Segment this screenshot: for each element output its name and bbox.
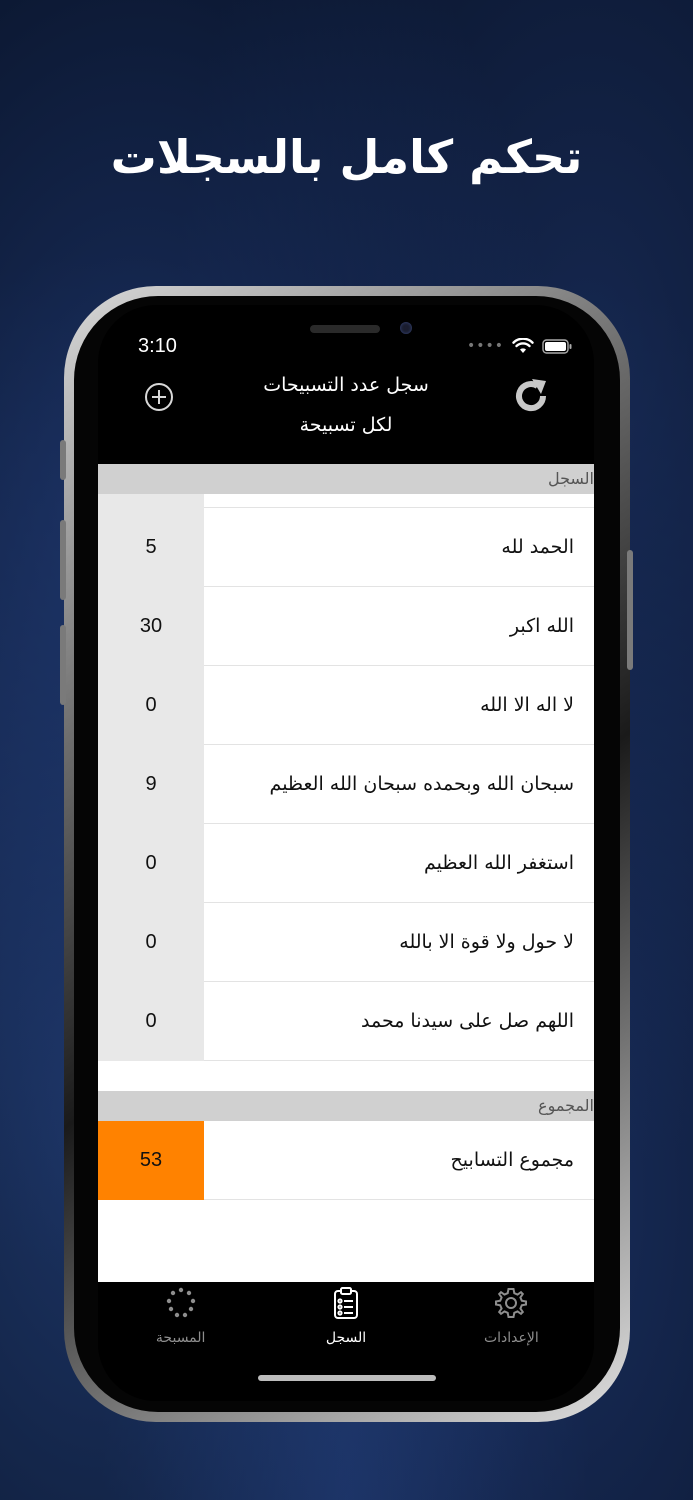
total-label: مجموع التسابيح <box>204 1121 594 1200</box>
tasbih-label: الله اكبر <box>204 587 594 666</box>
list-item[interactable] <box>98 587 594 666</box>
tab-counter-label: المسبحة <box>155 1330 206 1346</box>
total-count: 53 <box>98 1121 204 1200</box>
gear-icon <box>494 1286 528 1320</box>
tasbih-label: استغفر الله العظيم <box>204 824 594 903</box>
list-item[interactable] <box>98 745 594 824</box>
battery-icon <box>542 339 572 354</box>
section-header-total: المجموع <box>98 1091 594 1121</box>
tab-log-label: السجل <box>325 1330 367 1346</box>
tasbih-label: الحمد لله <box>204 508 594 587</box>
volume-down-button <box>60 625 66 705</box>
list-item[interactable] <box>98 982 594 1061</box>
list-item[interactable] <box>98 508 594 587</box>
list-top-spacer <box>98 494 594 508</box>
tasbih-count: 0 <box>98 982 204 1061</box>
clipboard-icon <box>329 1286 363 1320</box>
status-indicators <box>467 338 572 354</box>
list-item[interactable] <box>98 824 594 903</box>
earpiece-speaker <box>310 325 380 333</box>
tasbih-label: لا حول ولا قوة الا بالله <box>204 903 594 982</box>
tasbih-count: 30 <box>98 587 204 666</box>
log-rows <box>98 508 594 1061</box>
log-list <box>98 464 594 1282</box>
tasbih-count: 5 <box>98 508 204 587</box>
list-item[interactable] <box>98 666 594 745</box>
total-row <box>98 1121 594 1200</box>
beads-icon <box>164 1286 198 1320</box>
refresh-icon[interactable] <box>512 377 550 415</box>
headline: تحكم كامل بالسجلات <box>110 130 583 184</box>
tasbih-count: 0 <box>98 824 204 903</box>
front-camera <box>400 322 412 334</box>
tasbih-label: لا اله الا الله <box>204 666 594 745</box>
tasbih-label: اللهم صل على سيدنا محمد <box>204 982 594 1061</box>
tab-settings[interactable] <box>429 1282 594 1401</box>
nav-title-line1: سجل عدد التسبيحات <box>263 374 429 396</box>
tab-counter[interactable] <box>98 1282 263 1401</box>
power-button <box>627 550 633 670</box>
nav-title <box>218 365 474 445</box>
section-gap <box>98 1061 594 1091</box>
tasbih-count: 0 <box>98 666 204 745</box>
add-icon[interactable] <box>144 382 174 412</box>
tab-settings-label: الإعدادات <box>483 1330 539 1346</box>
nav-title-line2: لكل تسبيحة <box>299 414 393 436</box>
wifi-icon <box>512 338 534 354</box>
home-indicator[interactable] <box>258 1375 436 1381</box>
status-time: 3:10 <box>138 335 177 357</box>
tasbih-count: 0 <box>98 903 204 982</box>
tab-bar <box>98 1282 594 1401</box>
volume-up-button <box>60 520 66 600</box>
signal-dots-icon: •••• <box>466 338 504 354</box>
list-item[interactable] <box>98 903 594 982</box>
tasbih-label: سبحان الله وبحمده سبحان الله العظيم <box>204 745 594 824</box>
section-header-log: السجل <box>98 464 594 494</box>
tab-log[interactable] <box>263 1282 428 1401</box>
tasbih-count: 9 <box>98 745 204 824</box>
mute-switch <box>60 440 66 480</box>
phone-screen <box>98 305 594 1401</box>
